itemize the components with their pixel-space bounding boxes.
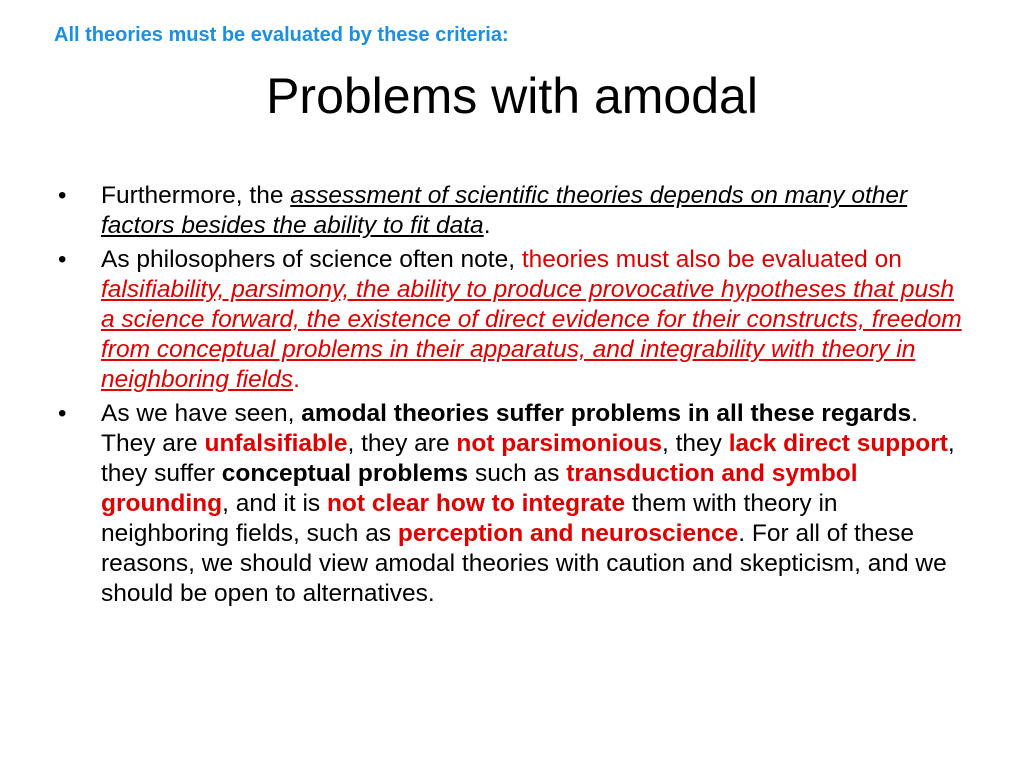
bullet-3-not-parsimonious: not parsimonious [456,430,662,457]
bullet-3-transduction: transduction and symbol grounding [101,460,858,517]
bullet-dot-icon: • [58,400,67,427]
bullet-3-conceptual-problems: conceptual problems [221,460,469,487]
bullet-3-text-c: , they [661,430,729,457]
slide-title: Problems with amodal [266,68,758,124]
bullet-1-intro: Furthermore, the [101,182,291,209]
bullet-list [56,181,968,613]
bullet-3-perception: perception and neuroscience [397,520,739,547]
bullet-dot-icon: • [58,182,67,209]
bullet-2-intro: As philosophers of science often note, [101,246,522,273]
bullet-3-text-e: such as [468,460,567,487]
bullet-item-2 [56,245,968,395]
bullet-2-text [101,246,962,393]
bullet-3-intro: As we have seen, [101,400,302,427]
bullet-2-criteria-list: falsifiability, parsimony, the ability to produce provocative hypotheses that push a science forward, the existence of direct evidence for their constructs, freedom from conceptual problems in their apparatus, and integrability with theory in neighboring fields [101,276,962,393]
bullet-dot-icon: • [58,246,67,273]
bullet-1-text [101,182,907,239]
bullet-1-emphasis: assessment of scientific theories depends on many other factors besides the ability to fit data [101,182,908,239]
bullet-3-unfalsifiable: unfalsifiable [204,430,348,457]
bullet-3-text-a: . They are [101,400,918,457]
bullet-3-text-g: them with theory in neighboring fields, such as [101,490,838,547]
bullet-item-1 [56,181,968,241]
bullet-2-red-lead: theories must also be evaluated on [521,246,902,273]
bullet-3-text-f: , and it is [222,490,327,517]
bullet-3-text [101,400,955,607]
bullet-1-end: . [483,212,491,239]
bullet-3-not-clear: not clear how to integrate [326,490,626,517]
bullet-3-text-d: , they suffer [101,430,955,487]
bullet-3-bold-claim: amodal theories suffer problems in all these regards [301,400,912,427]
bullet-3-lack-direct-support: lack direct support [728,430,948,457]
bullet-2-end: . [293,366,300,393]
slide-subtitle: All theories must be evaluated by these criteria: [54,24,509,46]
bullet-item-3 [56,399,968,609]
bullet-3-text-b: , they are [347,430,457,457]
bullet-3-text-h: . For all of these reasons, we should view amodal theories with caution and skepticism, and we should be open to alternatives. [101,520,947,607]
